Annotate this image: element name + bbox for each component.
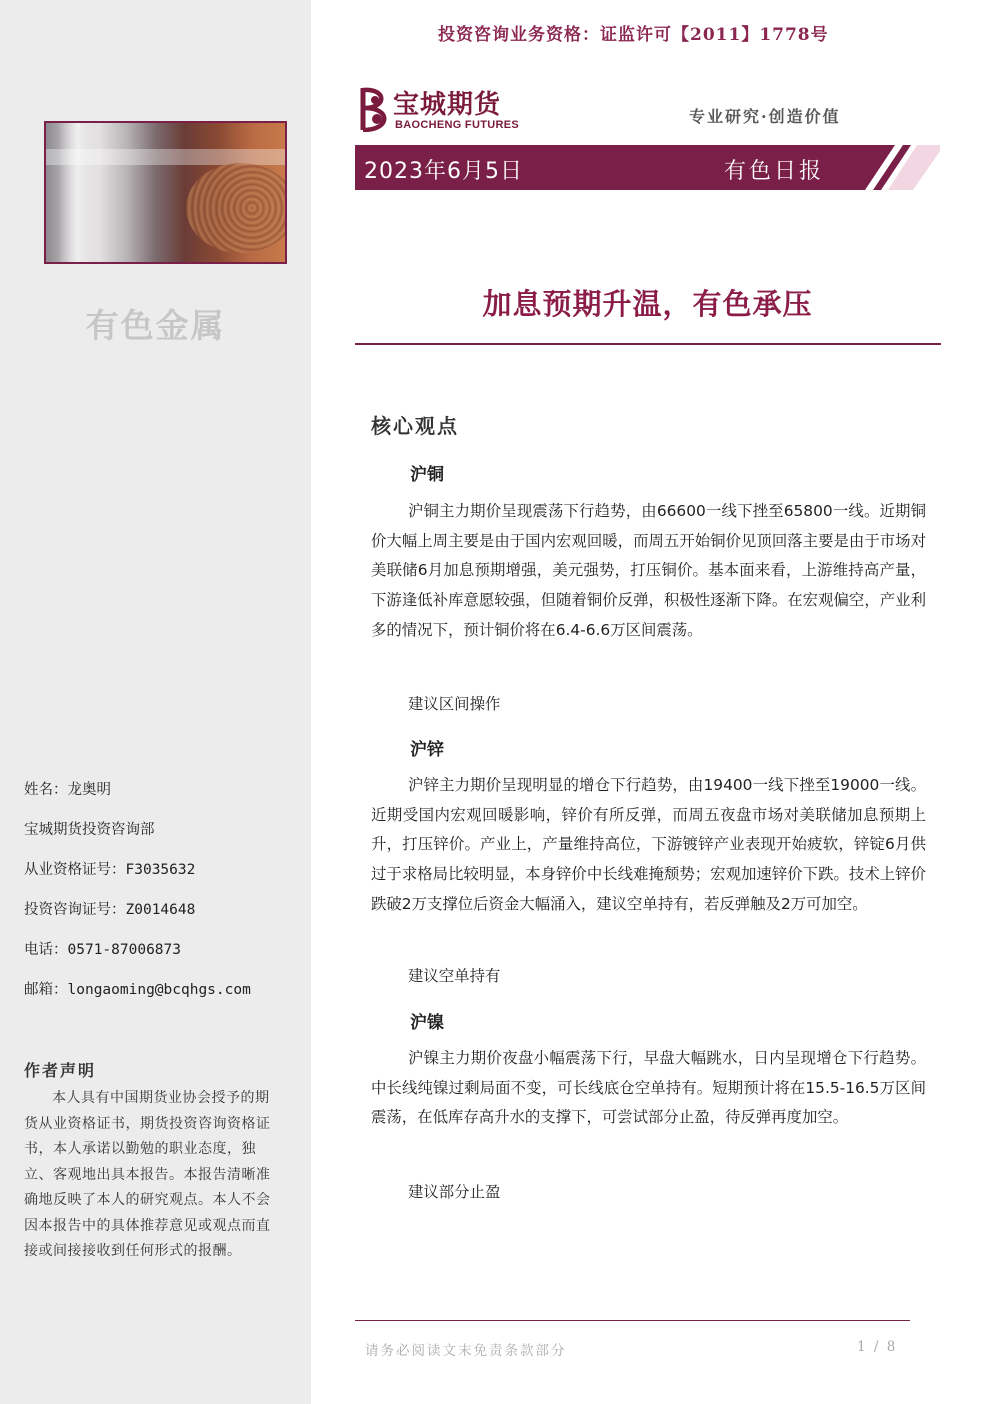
report-type: 有色日报	[724, 159, 825, 184]
nickel-heading: 沪镍	[410, 1013, 444, 1033]
nickel-advice: 建议部分止盈	[408, 1183, 501, 1201]
zinc-analysis: 沪锌主力期价呈现明显的增仓下行趋势，由19400一线下挫至19000一线。近期受国内宏观回暖影响，锌价有所反弹，而周五夜盘市场对美联储加息预期上升，打压锌价。产业上，产量维持高位，下游镀锌产业表现开始疲软，锌锭6月供过于求格局比较明显，本身锌价中长线难掩颓势；宏观加速锌价下跌。技术上锌价跌破2万支撑位后资金大幅涌入，建议空单持有，若反弹触及2万可加空。	[371, 776, 926, 913]
copper-advice: 建议区间操作	[408, 695, 501, 713]
copper-heading: 沪铜	[410, 465, 444, 485]
declaration-title: 作者声明	[24, 1061, 97, 1080]
analyst-phone: 电话：0571-87006873	[24, 942, 181, 958]
nickel-analysis: 沪镍主力期价夜盘小幅震荡下行，早盘大幅跳水，日内呈现增仓下行趋势。中长线纯镍过剩局面不变，可长线底仓空单持有。短期预计将在15.5-16.5万区间震荡，在低库存高升水的支撑下，可尝试部分止盈，待反弹再度加空。	[371, 1049, 926, 1127]
logo-b-icon	[357, 86, 391, 132]
declaration-text: 本人具有中国期货业协会授予的期货从业资格证书，期货投资咨询资格证书，本人承诺以勤勉的职业态度，独立、客观地出具本报告。本报告清晰准确地反映了本人的研究观点。本人不会因本报告中的具体推荐意见或观点而直接或间接接收到任何形式的报酬。	[24, 1090, 271, 1259]
analyst-name: 姓名：龙奥明	[24, 782, 111, 798]
company-logo	[357, 86, 527, 134]
zinc-advice: 建议空单持有	[408, 967, 501, 985]
analyst-info	[24, 778, 251, 1018]
page-number: 1 / 8	[857, 1339, 898, 1355]
copper-coil-image	[44, 121, 287, 264]
disclaimer-note: 请务必阅读文末免责条款部分	[365, 1343, 567, 1359]
report-date: 2023年6月5日	[364, 159, 523, 184]
license-line: 投资咨询业务资格：证监许可【2011】1778号	[438, 25, 829, 45]
logo-english: BAOCHENG FUTURES	[395, 119, 519, 131]
report-title: 加息预期升温，有色承压	[482, 287, 813, 321]
left-sidebar	[0, 0, 311, 1404]
qualification-number: 从业资格证号：F3035632	[24, 862, 196, 878]
sector-title: 有色金属	[85, 306, 226, 345]
footer-divider	[355, 1320, 910, 1321]
logo-chinese: 宝城期货	[393, 90, 502, 120]
title-divider	[355, 343, 941, 345]
copper-analysis: 沪铜主力期价呈现震荡下行趋势，由66600一线下挫至65800一线。近期铜价大幅上周主要是由于国内宏观回暖，而周五开始铜价见顶回落主要是由于市场对美联储6月加息预期增强，美元强势，打压铜价。基本面来看，上游维持高产量，下游逢低补库意愿较强，但随着铜价反弹，积极性逐渐下降。在宏观偏空，产业利多的情况下，预计铜价将在6.4-6.6万区间震荡。	[371, 502, 926, 639]
analyst-email: 邮箱：longaoming@bcqhgs.com	[24, 982, 251, 998]
zinc-heading: 沪锌	[410, 740, 444, 760]
slogan: 专业研究·创造价值	[689, 107, 841, 126]
analyst-department: 宝城期货投资咨询部	[24, 822, 155, 838]
consulting-number: 投资咨询证号：Z0014648	[24, 902, 196, 918]
section-title: 核心观点	[371, 414, 459, 438]
